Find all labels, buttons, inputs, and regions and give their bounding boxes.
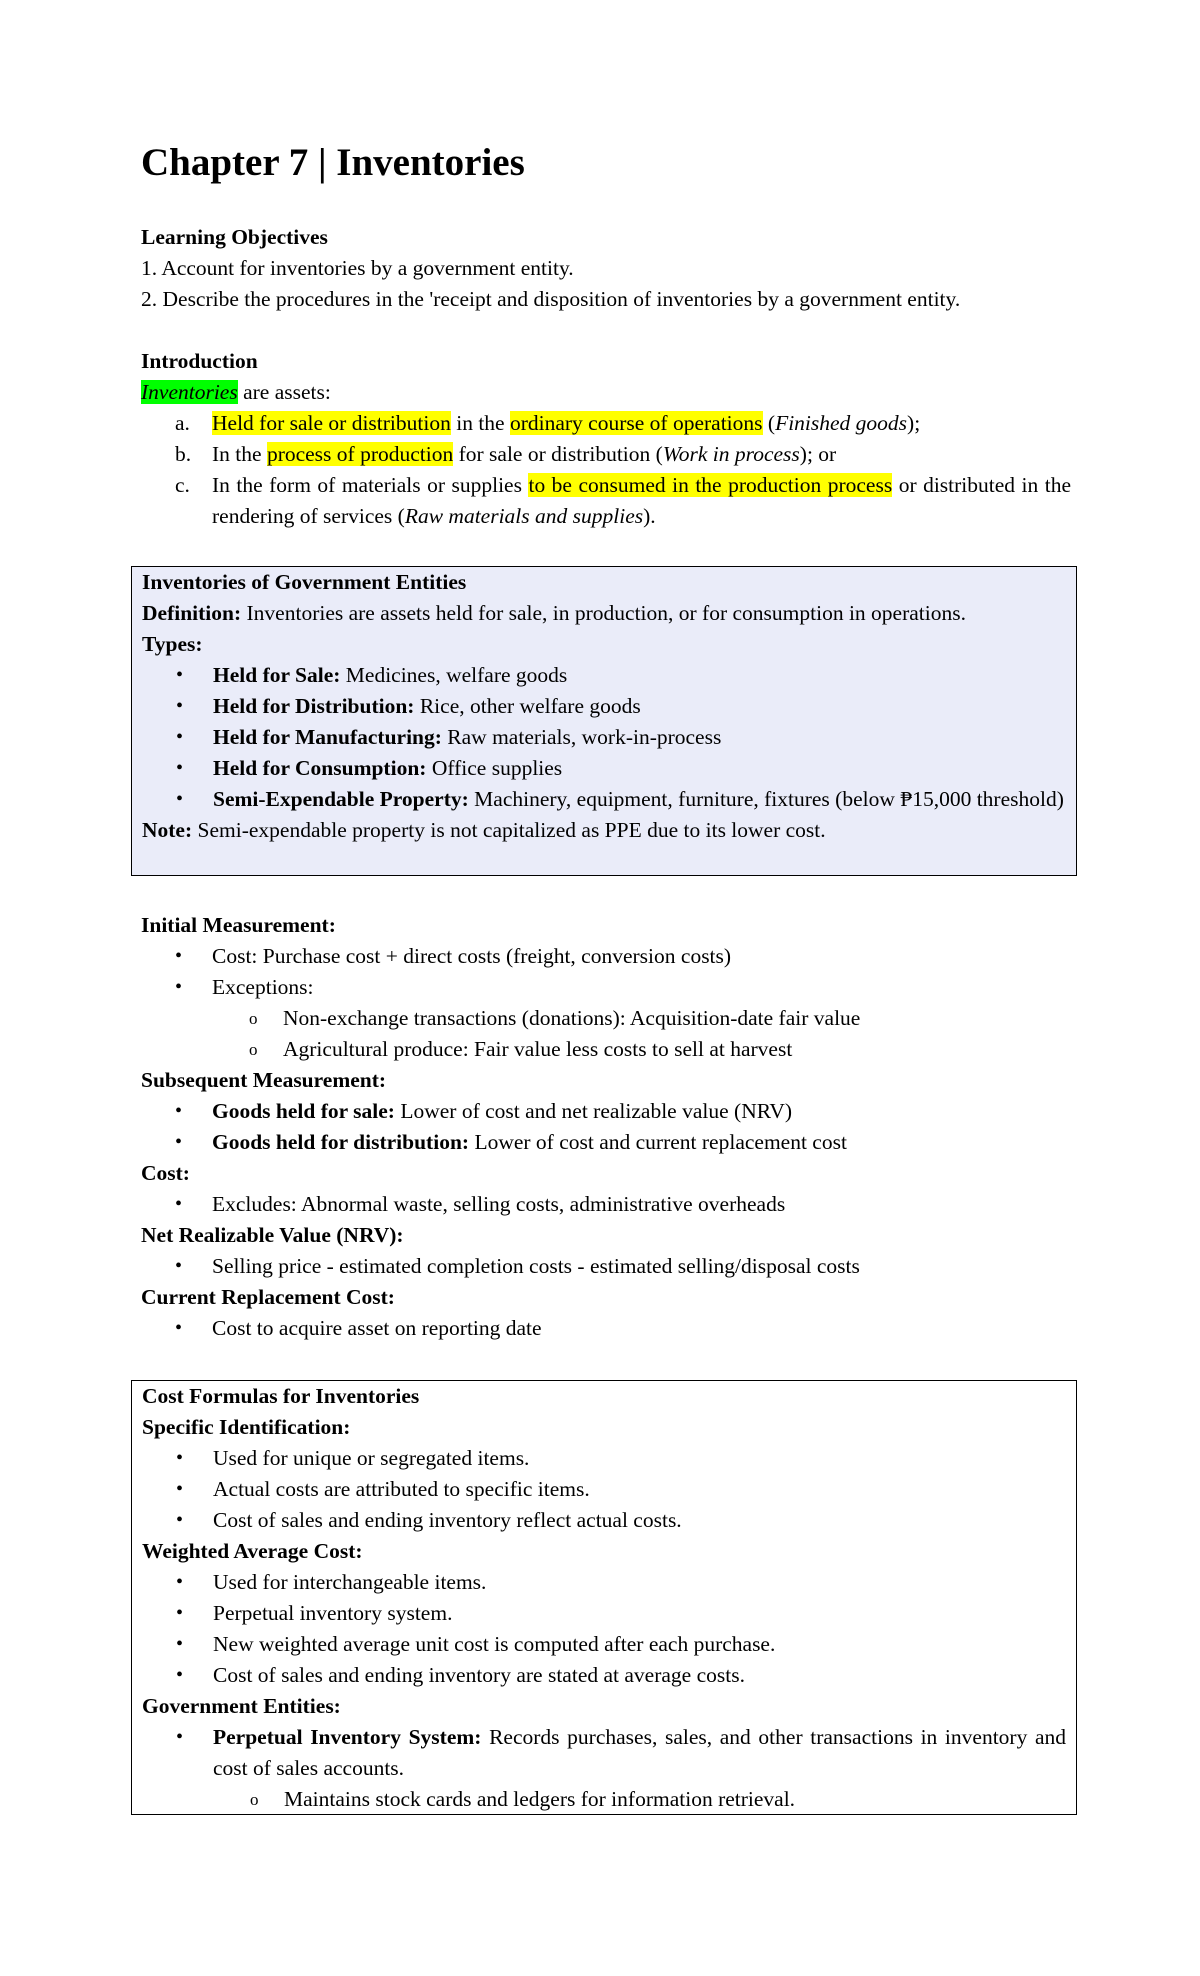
list-item-a — [141, 408, 1071, 439]
item-label: Goods held for sale: — [212, 1099, 395, 1123]
nrv-heading: Net Realizable Value (NRV): — [141, 1223, 404, 1247]
type-label: Semi-Expendable Property: — [213, 787, 469, 811]
sub-bullet-item: o Maintains stock cards and ledgers for information retrieval. — [142, 1784, 1066, 1815]
specific-identification-heading: Specific Identification: — [142, 1415, 351, 1439]
type-label: Held for Sale: — [213, 663, 341, 687]
bullet-item: • New weighted average unit cost is computed after each purchase. — [142, 1629, 1066, 1660]
weighted-average-heading: Weighted Average Cost: — [142, 1539, 363, 1563]
initial-measurement-heading: Initial Measurement: — [141, 913, 336, 937]
type-label: Held for Manufacturing: — [213, 725, 442, 749]
sub-bullet-item: o Non-exchange transactions (donations): Acquisition-date fair value — [141, 1003, 1071, 1034]
bullet-item: • Actual costs are attributed to specific items. — [142, 1474, 1066, 1505]
note-label: Note: — [142, 818, 193, 842]
highlight: process of production — [266, 442, 454, 466]
list-item-b — [141, 439, 1071, 470]
highlighted-term: Inventories — [141, 380, 238, 404]
item-label: Goods held for distribution: — [212, 1130, 470, 1154]
bullet-item: • Cost to acquire asset on reporting date — [141, 1313, 1071, 1344]
definition-line — [142, 598, 1066, 629]
box-title: Inventories of Government Entities — [142, 570, 467, 594]
item-label: Perpetual Inventory System: — [213, 1725, 482, 1749]
type-text: Office supplies — [426, 756, 563, 780]
introduction-section — [141, 346, 1071, 532]
bullet-item — [141, 1127, 1071, 1158]
text: ); or — [799, 442, 837, 466]
subsequent-measurement-heading: Subsequent Measurement: — [141, 1068, 387, 1092]
bullet-item: • Perpetual inventory system. — [142, 1598, 1066, 1629]
list-marker: c. — [175, 473, 190, 497]
list-marker: a. — [175, 411, 190, 435]
bullet-item: • Selling price - estimated completion costs - estimated selling/disposal costs — [141, 1251, 1071, 1282]
type-item — [142, 660, 1066, 691]
bullet-item: • Cost of sales and ending inventory are stated at average costs. — [142, 1660, 1066, 1691]
list-item-c — [141, 470, 1071, 532]
bullet-item — [142, 1722, 1066, 1784]
type-label: Held for Consumption: — [213, 756, 427, 780]
type-item — [142, 722, 1066, 753]
cost-formulas-box — [131, 1380, 1077, 1815]
box-title: Cost Formulas for Inventories — [142, 1384, 420, 1408]
government-entities-heading: Government Entities: — [142, 1694, 341, 1718]
bullet-item: • Cost of sales and ending inventory reflect actual costs. — [142, 1505, 1066, 1536]
type-text: Rice, other welfare goods — [414, 694, 641, 718]
measurement-section — [141, 910, 1071, 1344]
item-text: Lower of cost and current replacement cost — [469, 1130, 847, 1154]
definition-label: Definition: — [142, 601, 242, 625]
italic-text: Work in process — [662, 442, 800, 466]
highlight: ordinary course of operations — [509, 411, 763, 435]
type-text: Medicines, welfare goods — [340, 663, 568, 687]
bullet-item: • Used for interchangeable items. — [142, 1567, 1066, 1598]
highlight: Held for sale or distribution — [212, 411, 451, 435]
type-item — [142, 691, 1066, 722]
type-text: Machinery, equipment, furniture, fixtures (below ₱15,000 threshold) — [468, 787, 1064, 811]
note-text: Semi-expendable property is not capitalized as PPE due to its lower cost. — [192, 818, 826, 842]
item-text: Lower of cost and net realizable value (NRV) — [394, 1099, 793, 1123]
objective-item: 2. Describe the procedures in the 'receipt and disposition of inventories by a government entity. — [141, 287, 961, 311]
highlight: to be consumed in the production process — [528, 473, 893, 497]
text: ( — [762, 411, 776, 435]
sub-bullet-item: o Agricultural produce: Fair value less costs to sell at harvest — [141, 1034, 1071, 1065]
text: for sale or distribution ( — [453, 442, 663, 466]
italic-text: Raw materials and supplies — [404, 504, 644, 528]
italic-text: Finished goods — [775, 411, 908, 435]
bullet-item: • Excludes: Abnormal waste, selling costs, administrative overheads — [141, 1189, 1071, 1220]
type-text: Raw materials, work-in-process — [441, 725, 722, 749]
learning-objectives-heading: Learning Objectives — [141, 225, 328, 249]
lead-text: are assets: — [237, 380, 331, 404]
text: In the form of materials or supplies — [212, 473, 529, 497]
text: ). — [643, 504, 656, 528]
gov-entities-box — [131, 566, 1077, 876]
text: ); — [907, 411, 921, 435]
type-label: Held for Distribution: — [213, 694, 415, 718]
bullet-item: • Exceptions: — [141, 972, 1071, 1003]
introduction-lead — [141, 377, 1071, 408]
text: In the — [212, 442, 267, 466]
cost-heading: Cost: — [141, 1161, 190, 1185]
note-line — [142, 815, 1066, 846]
chapter-title: Chapter 7 | Inventories — [141, 141, 525, 184]
type-item — [142, 784, 1066, 815]
text: or distributed in the rendering of services ( — [212, 473, 1072, 528]
type-item — [142, 753, 1066, 784]
learning-objectives-section — [141, 222, 1071, 315]
introduction-heading: Introduction — [141, 349, 258, 373]
item-text: Records purchases, sales, and other transactions in inventory and cost of sales accounts. — [213, 1725, 1066, 1780]
bullet-item: • Used for unique or segregated items. — [142, 1443, 1066, 1474]
bullet-item: • Cost: Purchase cost + direct costs (freight, conversion costs) — [141, 941, 1071, 972]
crc-heading: Current Replacement Cost: — [141, 1285, 395, 1309]
types-label: Types: — [142, 632, 203, 656]
bullet-item — [141, 1096, 1071, 1127]
objective-item: 1. Account for inventories by a government entity. — [141, 256, 574, 280]
definition-text: Inventories are assets held for sale, in production, or for consumption in operations. — [241, 601, 966, 625]
list-marker: b. — [175, 442, 192, 466]
text: in the — [450, 411, 510, 435]
